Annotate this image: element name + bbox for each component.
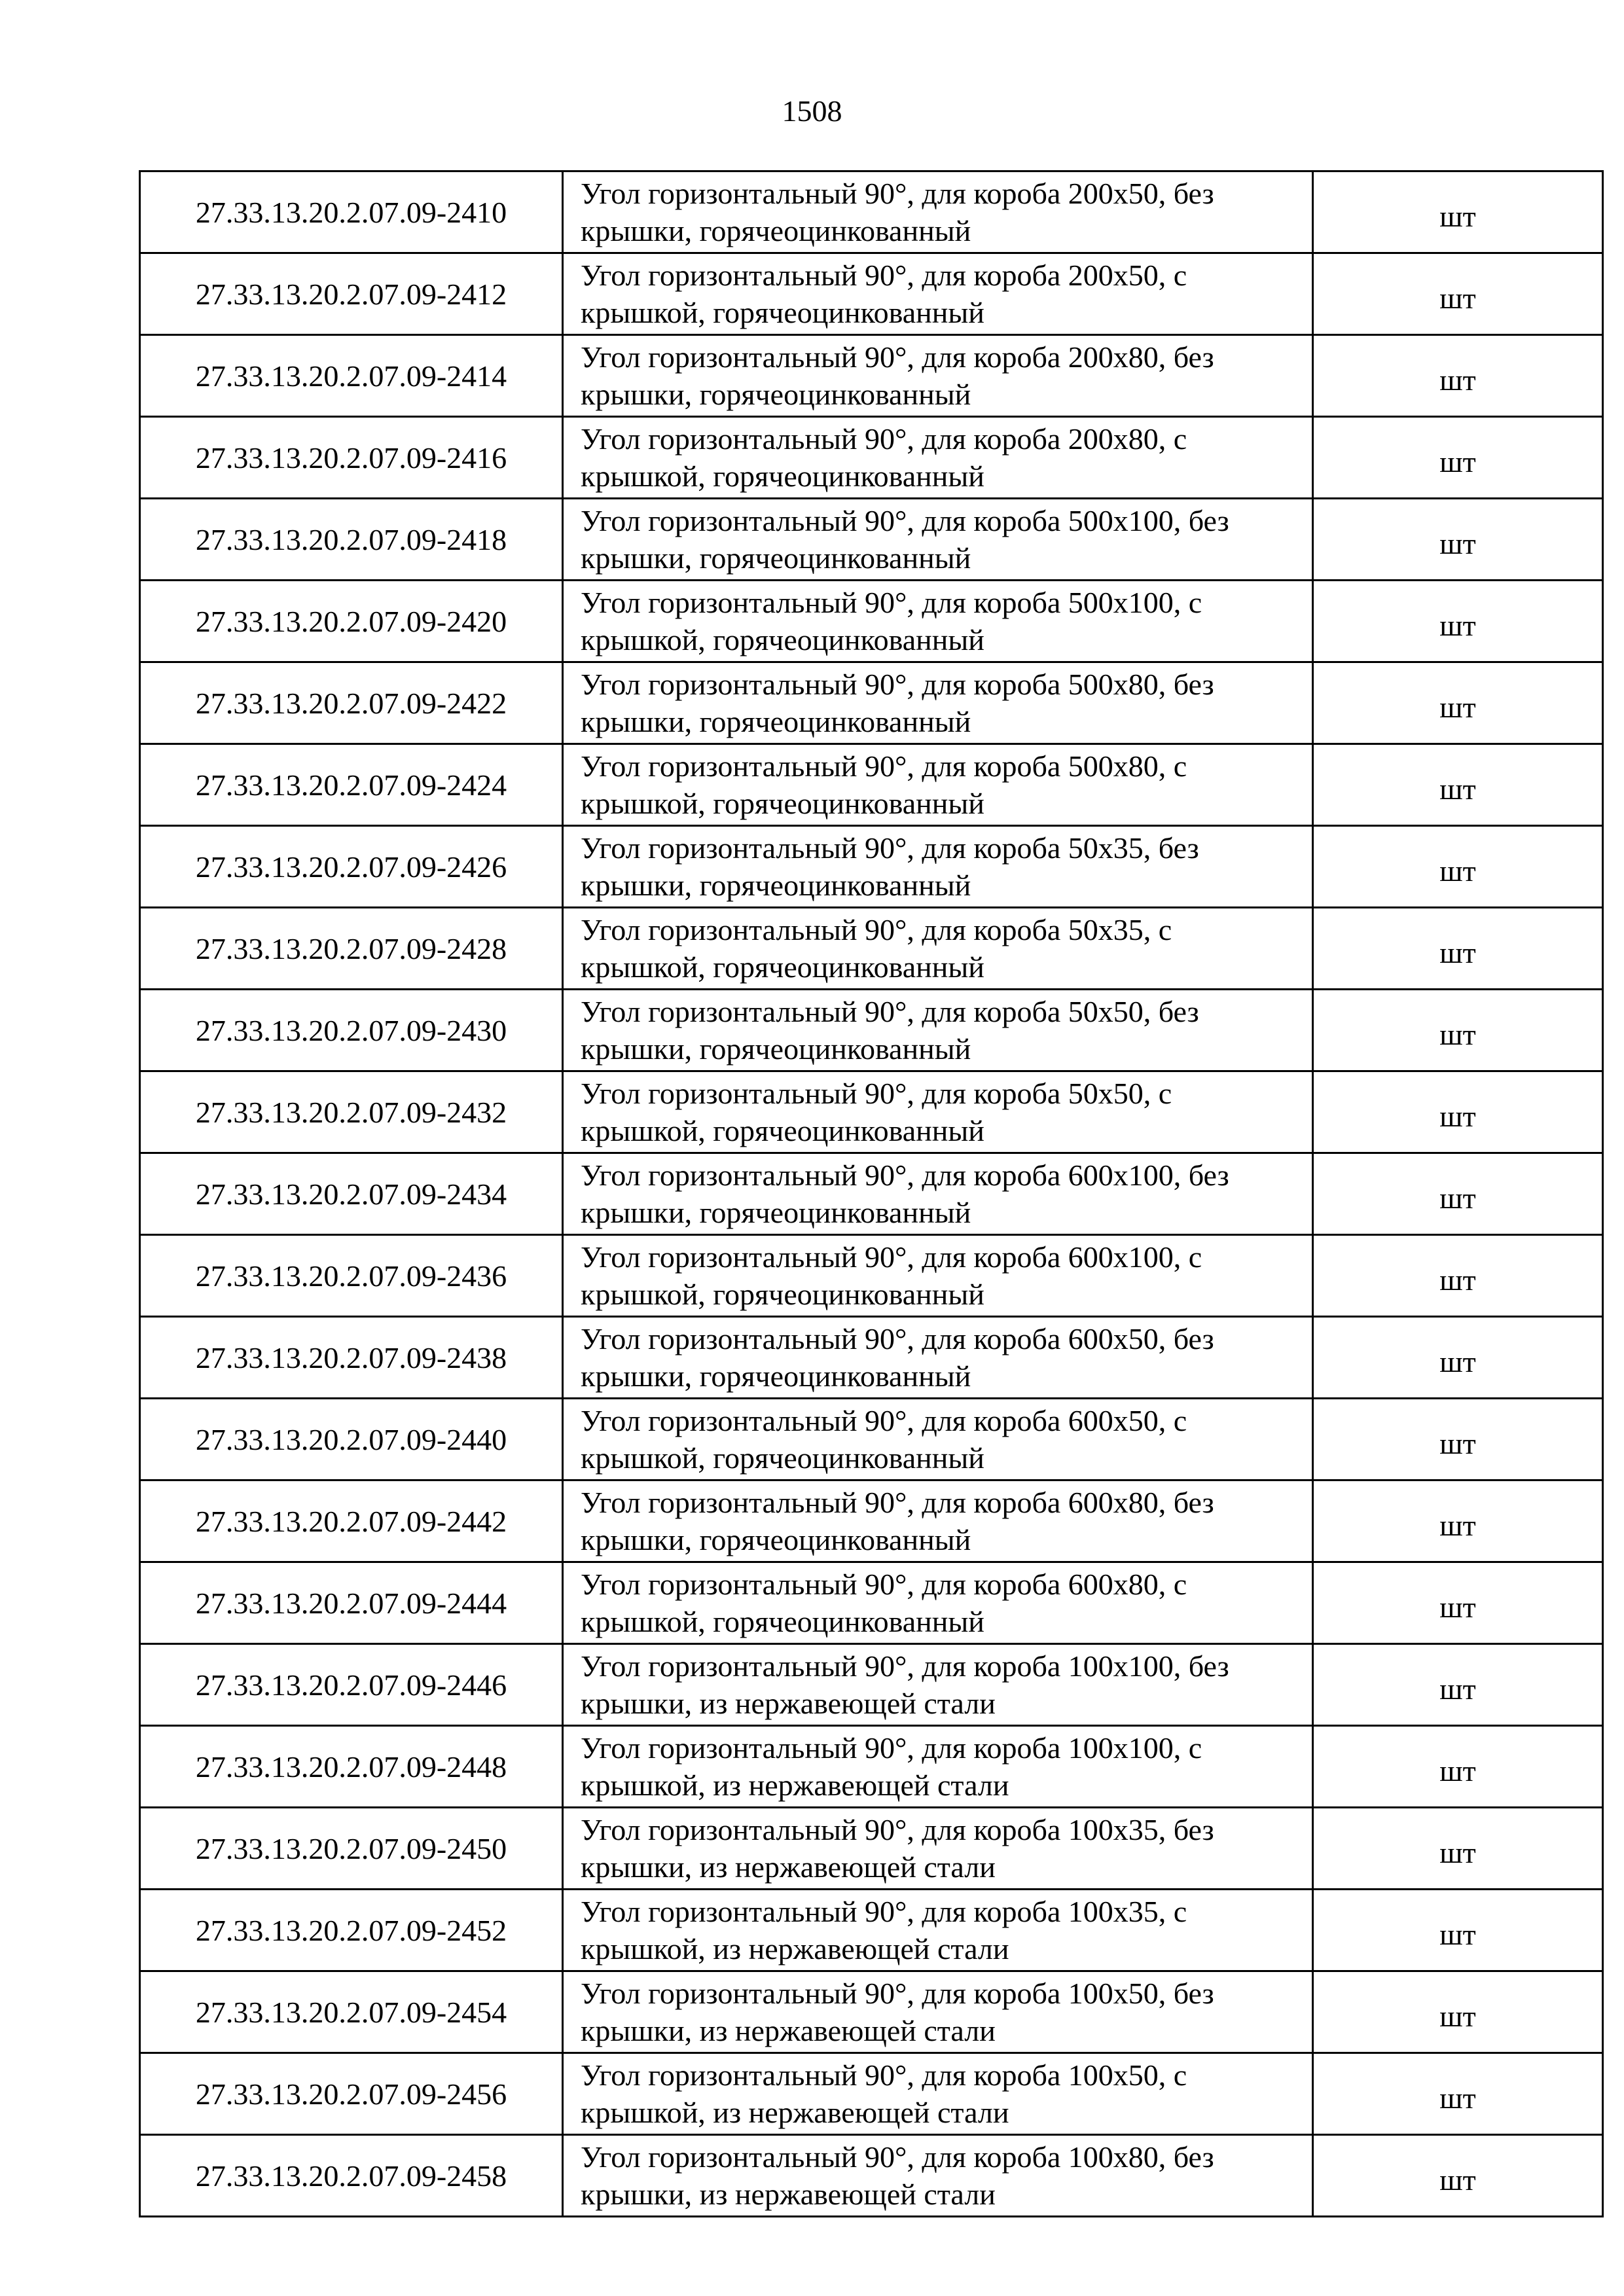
item-code-cell: 27.33.13.20.2.07.09-2446 xyxy=(140,1644,563,1726)
item-name-line: крышки, горячеоцинкованный xyxy=(581,378,971,411)
item-name-line: Угол горизонтальный 90°, для короба 100x35, с xyxy=(581,1895,1187,1928)
item-name-cell xyxy=(563,1235,1313,1317)
item-name-cell xyxy=(563,1071,1313,1153)
item-code-cell: 27.33.13.20.2.07.09-2438 xyxy=(140,1317,563,1399)
item-unit-cell: шт xyxy=(1313,2053,1603,2135)
item-name-line: крышки, горячеоцинкованный xyxy=(581,869,971,902)
item-name-line: Угол горизонтальный 90°, для короба 50x35, без xyxy=(581,831,1199,865)
table-row xyxy=(140,1644,1603,1726)
item-unit-cell: шт xyxy=(1313,581,1603,662)
table-row xyxy=(140,1071,1603,1153)
item-name-line: Угол горизонтальный 90°, для короба 100x80, без xyxy=(581,2140,1214,2174)
item-unit-cell: шт xyxy=(1313,1562,1603,1644)
item-name-line: крышки, горячеоцинкованный xyxy=(581,1523,971,1556)
item-name-line: Угол горизонтальный 90°, для короба 100x100, с xyxy=(581,1731,1202,1765)
item-name-line: крышкой, горячеоцинкованный xyxy=(581,950,984,984)
item-name-line: Угол горизонтальный 90°, для короба 200x50, с xyxy=(581,259,1187,292)
item-name-cell xyxy=(563,1562,1313,1644)
item-unit-cell: шт xyxy=(1313,826,1603,908)
item-unit-cell: шт xyxy=(1313,1726,1603,1808)
item-name-cell xyxy=(563,1480,1313,1562)
item-name-line: Угол горизонтальный 90°, для короба 600x50, с xyxy=(581,1404,1187,1437)
item-name-line: крышки, горячеоцинкованный xyxy=(581,1032,971,1066)
item-name-cell xyxy=(563,908,1313,990)
table-row xyxy=(140,417,1603,499)
item-unit-cell: шт xyxy=(1313,1235,1603,1317)
item-name-cell xyxy=(563,171,1313,253)
item-code-cell: 27.33.13.20.2.07.09-2430 xyxy=(140,990,563,1071)
item-code-cell: 27.33.13.20.2.07.09-2434 xyxy=(140,1153,563,1235)
item-code-cell: 27.33.13.20.2.07.09-2410 xyxy=(140,171,563,253)
item-name-line: Угол горизонтальный 90°, для короба 600x50, без xyxy=(581,1322,1214,1355)
item-name-line: крышки, из нержавеющей стали xyxy=(581,1850,996,1884)
item-name-line: Угол горизонтальный 90°, для короба 500x80, без xyxy=(581,668,1214,701)
item-unit-cell: шт xyxy=(1313,2135,1603,2217)
table-row xyxy=(140,2135,1603,2217)
item-name-line: Угол горизонтальный 90°, для короба 600x100, с xyxy=(581,1240,1202,1274)
item-name-cell xyxy=(563,335,1313,417)
item-name-cell xyxy=(563,1808,1313,1890)
item-name-line: Угол горизонтальный 90°, для короба 100x35, без xyxy=(581,1813,1214,1846)
item-code-cell: 27.33.13.20.2.07.09-2422 xyxy=(140,662,563,744)
item-name-cell xyxy=(563,1644,1313,1726)
table-row xyxy=(140,1235,1603,1317)
item-unit-cell: шт xyxy=(1313,744,1603,826)
item-unit-cell: шт xyxy=(1313,171,1603,253)
item-code-cell: 27.33.13.20.2.07.09-2458 xyxy=(140,2135,563,2217)
table-row xyxy=(140,253,1603,335)
item-name-line: Угол горизонтальный 90°, для короба 100x100, без xyxy=(581,1649,1229,1683)
item-code-cell: 27.33.13.20.2.07.09-2416 xyxy=(140,417,563,499)
item-name-line: крышки, горячеоцинкованный xyxy=(581,214,971,247)
item-name-cell xyxy=(563,1971,1313,2053)
item-code-cell: 27.33.13.20.2.07.09-2442 xyxy=(140,1480,563,1562)
item-name-cell xyxy=(563,1153,1313,1235)
item-name-line: крышки, из нержавеющей стали xyxy=(581,2014,996,2047)
table-row xyxy=(140,1971,1603,2053)
item-name-line: крышкой, горячеоцинкованный xyxy=(581,1278,984,1311)
table-row xyxy=(140,1726,1603,1808)
item-name-cell xyxy=(563,744,1313,826)
item-name-line: крышки, горячеоцинкованный xyxy=(581,1359,971,1393)
table-row xyxy=(140,499,1603,581)
table-row xyxy=(140,990,1603,1071)
item-name-line: крышкой, горячеоцинкованный xyxy=(581,459,984,493)
table-row xyxy=(140,744,1603,826)
item-unit-cell: шт xyxy=(1313,499,1603,581)
item-name-line: крышкой, горячеоцинкованный xyxy=(581,787,984,820)
item-unit-cell: шт xyxy=(1313,1399,1603,1480)
item-code-cell: 27.33.13.20.2.07.09-2456 xyxy=(140,2053,563,2135)
item-unit-cell: шт xyxy=(1313,662,1603,744)
item-name-line: крышкой, горячеоцинкованный xyxy=(581,623,984,656)
item-name-line: Угол горизонтальный 90°, для короба 600x80, с xyxy=(581,1568,1187,1601)
table-row xyxy=(140,1399,1603,1480)
table-row xyxy=(140,1480,1603,1562)
item-code-cell: 27.33.13.20.2.07.09-2448 xyxy=(140,1726,563,1808)
item-name-line: крышкой, горячеоцинкованный xyxy=(581,296,984,329)
item-name-cell xyxy=(563,990,1313,1071)
item-name-line: Угол горизонтальный 90°, для короба 500x100, без xyxy=(581,504,1229,537)
page-number: 1508 xyxy=(782,94,842,128)
item-unit-cell: шт xyxy=(1313,1644,1603,1726)
item-name-cell xyxy=(563,1399,1313,1480)
item-code-cell: 27.33.13.20.2.07.09-2428 xyxy=(140,908,563,990)
item-name-line: Угол горизонтальный 90°, для короба 50x35, с xyxy=(581,913,1172,946)
item-code-cell: 27.33.13.20.2.07.09-2414 xyxy=(140,335,563,417)
table-row xyxy=(140,2053,1603,2135)
table-row xyxy=(140,1562,1603,1644)
table-row xyxy=(140,662,1603,744)
item-unit-cell: шт xyxy=(1313,1317,1603,1399)
item-name-line: Угол горизонтальный 90°, для короба 600x80, без xyxy=(581,1486,1214,1519)
item-unit-cell: шт xyxy=(1313,1808,1603,1890)
table-row xyxy=(140,826,1603,908)
item-name-line: крышкой, горячеоцинкованный xyxy=(581,1605,984,1638)
item-name-line: Угол горизонтальный 90°, для короба 600x100, без xyxy=(581,1158,1229,1192)
item-code-cell: 27.33.13.20.2.07.09-2454 xyxy=(140,1971,563,2053)
item-code-cell: 27.33.13.20.2.07.09-2440 xyxy=(140,1399,563,1480)
item-name-line: крышки, из нержавеющей стали xyxy=(581,1687,996,1720)
item-name-line: крышки, горячеоцинкованный xyxy=(581,1196,971,1229)
table-row xyxy=(140,1317,1603,1399)
table-row xyxy=(140,1808,1603,1890)
item-code-cell: 27.33.13.20.2.07.09-2444 xyxy=(140,1562,563,1644)
item-name-cell xyxy=(563,1726,1313,1808)
item-name-line: крышкой, горячеоцинкованный xyxy=(581,1114,984,1147)
item-name-line: Угол горизонтальный 90°, для короба 500x100, с xyxy=(581,586,1202,619)
table-row xyxy=(140,335,1603,417)
item-name-cell xyxy=(563,1890,1313,1971)
item-unit-cell: шт xyxy=(1313,990,1603,1071)
item-unit-cell: шт xyxy=(1313,335,1603,417)
item-code-cell: 27.33.13.20.2.07.09-2412 xyxy=(140,253,563,335)
item-name-cell xyxy=(563,581,1313,662)
item-unit-cell: шт xyxy=(1313,253,1603,335)
item-name-cell xyxy=(563,253,1313,335)
item-code-cell: 27.33.13.20.2.07.09-2436 xyxy=(140,1235,563,1317)
item-name-line: Угол горизонтальный 90°, для короба 50x50, с xyxy=(581,1077,1172,1110)
item-unit-cell: шт xyxy=(1313,417,1603,499)
item-code-cell: 27.33.13.20.2.07.09-2452 xyxy=(140,1890,563,1971)
table-row xyxy=(140,908,1603,990)
item-name-line: Угол горизонтальный 90°, для короба 50x50, без xyxy=(581,995,1199,1028)
item-code-cell: 27.33.13.20.2.07.09-2418 xyxy=(140,499,563,581)
item-name-cell xyxy=(563,2053,1313,2135)
item-name-cell xyxy=(563,2135,1313,2217)
item-name-line: Угол горизонтальный 90°, для короба 100x50, с xyxy=(581,2058,1187,2092)
item-name-line: Угол горизонтальный 90°, для короба 100x50, без xyxy=(581,1977,1214,2010)
item-code-cell: 27.33.13.20.2.07.09-2432 xyxy=(140,1071,563,1153)
item-code-cell: 27.33.13.20.2.07.09-2424 xyxy=(140,744,563,826)
item-code-cell: 27.33.13.20.2.07.09-2450 xyxy=(140,1808,563,1890)
item-name-cell xyxy=(563,662,1313,744)
item-name-cell xyxy=(563,1317,1313,1399)
item-unit-cell: шт xyxy=(1313,1071,1603,1153)
table-row xyxy=(140,1890,1603,1971)
item-name-line: крышки, горячеоцинкованный xyxy=(581,541,971,575)
item-name-line: Угол горизонтальный 90°, для короба 200x80, без xyxy=(581,340,1214,374)
item-name-line: крышкой, горячеоцинкованный xyxy=(581,1441,984,1475)
item-name-line: крышкой, из нержавеющей стали xyxy=(581,1768,1009,1802)
item-code-cell: 27.33.13.20.2.07.09-2426 xyxy=(140,826,563,908)
item-name-line: крышки, из нержавеющей стали xyxy=(581,2178,996,2211)
item-code-cell: 27.33.13.20.2.07.09-2420 xyxy=(140,581,563,662)
catalog-table-body xyxy=(140,171,1603,2217)
item-name-line: крышкой, из нержавеющей стали xyxy=(581,1932,1009,1965)
item-name-cell xyxy=(563,826,1313,908)
catalog-table xyxy=(139,170,1604,2217)
item-name-cell xyxy=(563,417,1313,499)
item-unit-cell: шт xyxy=(1313,908,1603,990)
item-unit-cell: шт xyxy=(1313,1480,1603,1562)
item-name-line: Угол горизонтальный 90°, для короба 200x80, с xyxy=(581,422,1187,456)
item-name-cell xyxy=(563,499,1313,581)
table-row xyxy=(140,1153,1603,1235)
table-row xyxy=(140,581,1603,662)
item-unit-cell: шт xyxy=(1313,1890,1603,1971)
item-unit-cell: шт xyxy=(1313,1971,1603,2053)
item-name-line: Угол горизонтальный 90°, для короба 500x80, с xyxy=(581,749,1187,783)
item-name-line: Угол горизонтальный 90°, для короба 200x50, без xyxy=(581,177,1214,210)
item-unit-cell: шт xyxy=(1313,1153,1603,1235)
item-name-line: крышкой, из нержавеющей стали xyxy=(581,2096,1009,2129)
item-name-line: крышки, горячеоцинкованный xyxy=(581,705,971,738)
table-row xyxy=(140,171,1603,253)
